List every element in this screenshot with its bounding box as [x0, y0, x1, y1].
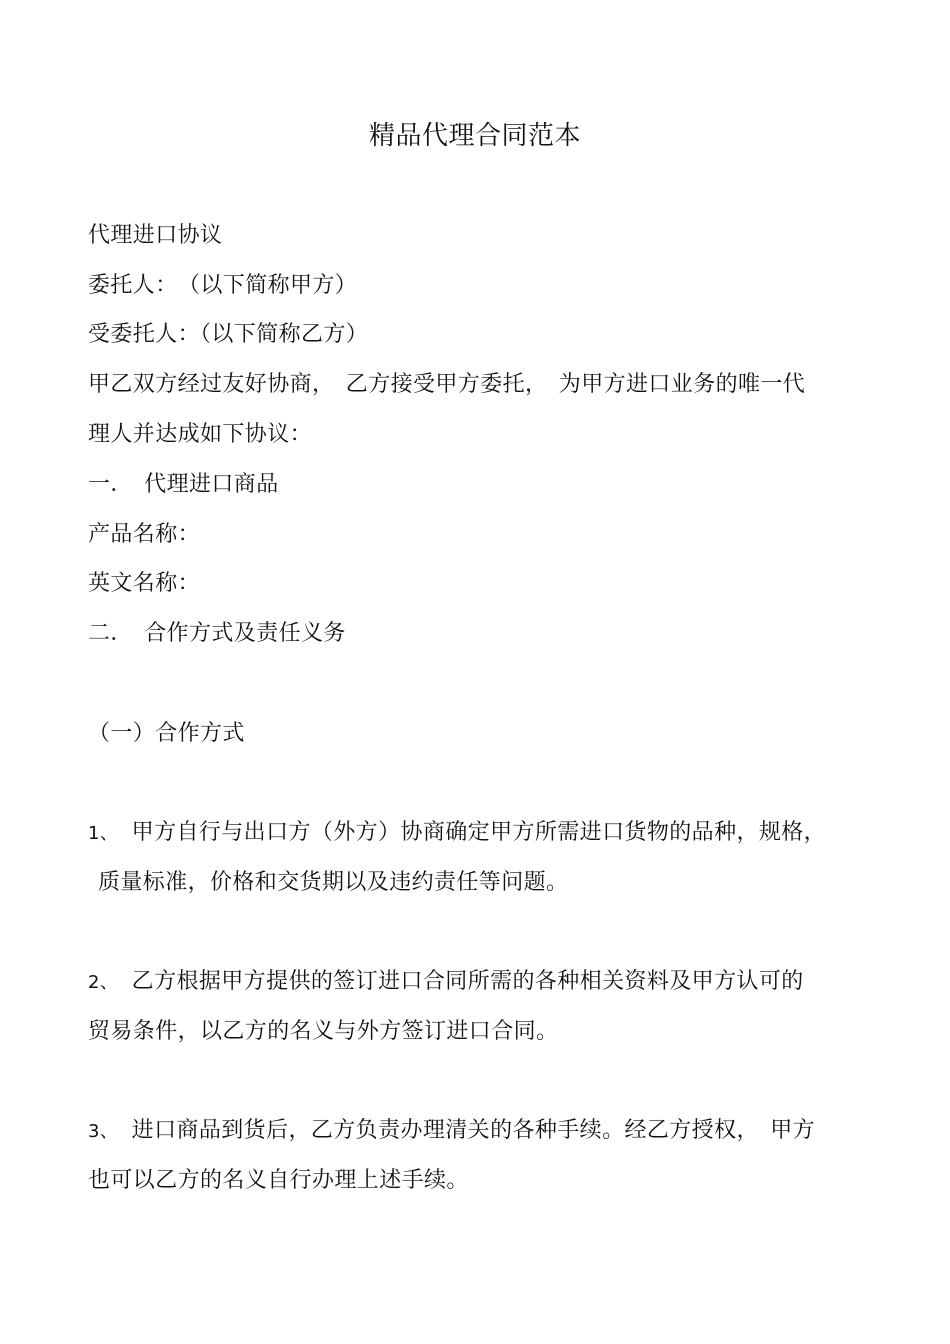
- clause-text: 甲方自行与出口方（外方）协商确定甲方所需进口货物的品种，规格，: [109, 820, 827, 845]
- clause-2-line-2: 贸易条件，以乙方的名义与外方签订进口合同。: [88, 1019, 559, 1044]
- product-name-line: 产品名称：: [88, 522, 201, 547]
- clause-number: 3、: [88, 1121, 110, 1142]
- agreement-heading: 代理进口协议: [88, 223, 223, 248]
- clause-2-line-1: [88, 967, 804, 998]
- section-two-heading: 二． 合作方式及责任义务: [88, 621, 346, 646]
- preamble-line-1: 甲乙双方经过友好协商， 乙方接受甲方委托， 为甲方进口业务的唯一代: [88, 372, 806, 397]
- clause-1-line-2: 质量标准，价格和交货期以及违约责任等问题。: [98, 870, 569, 895]
- clause-1-line-1: [88, 818, 826, 849]
- english-name-line: 英文名称：: [88, 571, 201, 596]
- preamble-line-2: 理人并达成如下协议：: [88, 422, 313, 447]
- agent-line: 受委托人：（以下简称乙方）: [88, 322, 369, 347]
- clause-number: 2、: [88, 972, 110, 993]
- clause-3-line-2: 也可以乙方的名义自行办理上述手续。: [88, 1168, 469, 1193]
- principal-line: 委托人： （以下简称甲方）: [88, 273, 358, 298]
- subsection-heading: （一）合作方式: [88, 721, 245, 746]
- clause-text: 乙方根据甲方提供的签订进口合同所需的各种相关资料及甲方认可的: [109, 969, 804, 994]
- clause-3-line-1: [88, 1116, 815, 1147]
- clause-number: 1、: [88, 823, 110, 844]
- document-title: 精品代理合同范本: [368, 121, 581, 151]
- section-one-heading: 一． 代理进口商品: [88, 472, 279, 497]
- clause-text: 进口商品到货后，乙方负责办理清关的各种手续。经乙方授权， 甲方: [109, 1118, 816, 1143]
